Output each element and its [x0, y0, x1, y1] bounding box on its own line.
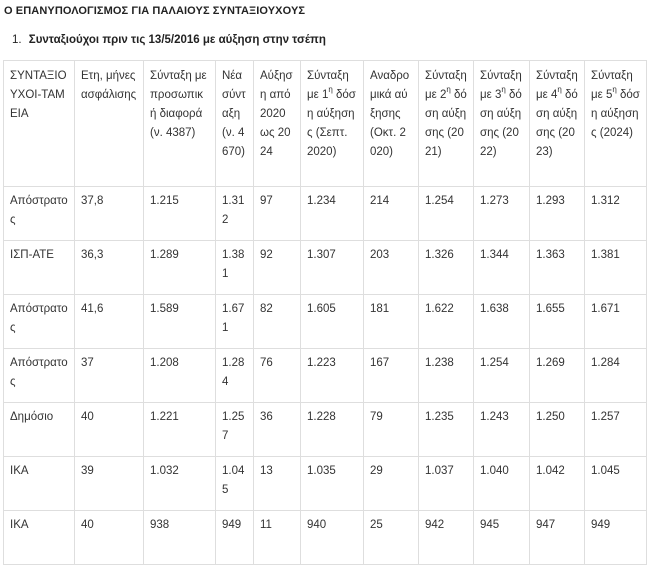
table-cell: 947	[530, 511, 585, 565]
column-header-text: Σύνταξη με 2	[425, 70, 467, 101]
table-cell: 1.326	[419, 241, 474, 295]
table-cell: 1.228	[301, 403, 364, 457]
fund-name-cell: ΙΣΠ-ΑΤΕ	[4, 241, 75, 295]
table-cell: 949	[585, 511, 647, 565]
table-cell: 1.032	[144, 457, 216, 511]
table-cell: 1.035	[301, 457, 364, 511]
table-cell: 167	[364, 349, 419, 403]
column-header-text: δόση αύξησης (Σεπτ. 2020)	[307, 89, 356, 158]
table-cell: 40	[75, 403, 144, 457]
table-cell: 203	[364, 241, 419, 295]
table-cell: 1.045	[216, 457, 254, 511]
table-cell: 181	[364, 295, 419, 349]
table-cell: 1.671	[585, 295, 647, 349]
column-header: ΣΥΝΤΑΞΙΟΥΧΟΙ-ΤΑΜΕΙΑ	[4, 61, 75, 187]
table-cell: 1.223	[301, 349, 364, 403]
column-header-text: δόση αύξησης (2021)	[425, 89, 467, 158]
table-cell: 214	[364, 187, 419, 241]
table-header-row	[4, 61, 647, 187]
table-cell: 40	[75, 511, 144, 565]
column-header	[530, 61, 585, 187]
table-cell: 1.284	[216, 349, 254, 403]
table-cell: 1.254	[474, 349, 530, 403]
table-row	[4, 295, 647, 349]
column-header	[585, 61, 647, 187]
table-cell: 36,3	[75, 241, 144, 295]
column-header-superscript: η	[557, 85, 562, 95]
page-title: Ο ΕΠΑΝΥΠΟΛΟΓΙΣΜΟΣ ΓΙΑ ΠΑΛΑΙΟΥΣ ΣΥΝΤΑΞΙΟΥΧΟΥΣ	[4, 5, 306, 17]
table-cell: 1.284	[585, 349, 647, 403]
fund-name-cell: Απόστρατος	[4, 295, 75, 349]
pension-recalculation-table	[3, 60, 647, 565]
table-cell: 1.381	[216, 241, 254, 295]
column-header-text: δόση αύξησης (2022)	[480, 89, 522, 158]
table-row	[4, 457, 647, 511]
table-row	[4, 349, 647, 403]
table-cell: 13	[254, 457, 301, 511]
column-header-text: Σύνταξη με 4	[536, 70, 578, 101]
table-cell: 82	[254, 295, 301, 349]
column-header	[419, 61, 474, 187]
table-cell: 37,8	[75, 187, 144, 241]
table-cell: 11	[254, 511, 301, 565]
table-cell: 1.208	[144, 349, 216, 403]
table-cell: 1.638	[474, 295, 530, 349]
table-cell: 1.273	[474, 187, 530, 241]
table-cell: 1.289	[144, 241, 216, 295]
column-header-superscript: η	[501, 85, 506, 95]
table-cell: 1.381	[585, 241, 647, 295]
column-header-superscript: η	[328, 85, 333, 95]
column-header: Ετη, μήνες ασφάλισης	[75, 61, 144, 187]
column-header	[301, 61, 364, 187]
column-header: Σύνταξη με προσωπική διαφορά (ν. 4387)	[144, 61, 216, 187]
table-cell: 1.312	[585, 187, 647, 241]
fund-name-cell: ΙΚΑ	[4, 511, 75, 565]
table-cell: 949	[216, 511, 254, 565]
table-cell: 37	[75, 349, 144, 403]
table-cell: 1.605	[301, 295, 364, 349]
table-cell: 39	[75, 457, 144, 511]
table-cell: 1.238	[419, 349, 474, 403]
table-row	[4, 241, 647, 295]
column-header-superscript: η	[612, 85, 617, 95]
table-cell: 1.234	[301, 187, 364, 241]
section-heading	[12, 34, 326, 46]
table-cell: 1.221	[144, 403, 216, 457]
table-cell: 940	[301, 511, 364, 565]
table-cell: 1.671	[216, 295, 254, 349]
column-header-text: Σύνταξη με 3	[480, 70, 522, 101]
column-header-text: δόση αύξησης (2024)	[591, 89, 640, 139]
table-cell: 79	[364, 403, 419, 457]
table-row	[4, 403, 647, 457]
table-cell: 1.040	[474, 457, 530, 511]
table-cell: 1.363	[530, 241, 585, 295]
fund-name-cell: ΙΚΑ	[4, 457, 75, 511]
table-cell: 41,6	[75, 295, 144, 349]
fund-name-cell: Δημόσιο	[4, 403, 75, 457]
table-row	[4, 187, 647, 241]
table-cell: 1.655	[530, 295, 585, 349]
table-cell: 1.269	[530, 349, 585, 403]
column-header: Αναδρομικά αύξησης (Οκτ. 2020)	[364, 61, 419, 187]
table-cell: 945	[474, 511, 530, 565]
column-header: Αύξηση από 2020 ως 2024	[254, 61, 301, 187]
table-cell: 36	[254, 403, 301, 457]
table-cell: 76	[254, 349, 301, 403]
table-cell: 1.589	[144, 295, 216, 349]
table-cell: 1.250	[530, 403, 585, 457]
table-cell: 938	[144, 511, 216, 565]
column-header: Νέα σύνταξη (ν. 4670)	[216, 61, 254, 187]
table-cell: 1.254	[419, 187, 474, 241]
table-cell: 92	[254, 241, 301, 295]
table-cell: 97	[254, 187, 301, 241]
table-cell: 1.293	[530, 187, 585, 241]
table-cell: 1.312	[216, 187, 254, 241]
column-header	[474, 61, 530, 187]
table-cell: 942	[419, 511, 474, 565]
table-cell: 1.037	[419, 457, 474, 511]
column-header-text: δόση αύξησης (2023)	[536, 89, 578, 158]
table-cell: 1.307	[301, 241, 364, 295]
table-cell: 1.622	[419, 295, 474, 349]
table-cell: 1.344	[474, 241, 530, 295]
section-number: 1.	[12, 34, 22, 46]
table-cell: 1.045	[585, 457, 647, 511]
table-cell: 1.235	[419, 403, 474, 457]
column-header-superscript: η	[446, 85, 451, 95]
table-body	[4, 187, 647, 565]
column-header-text: Σύνταξη με 1	[307, 70, 349, 101]
section-heading-text: Συνταξιούχοι πριν τις 13/5/2016 με αύξηση στην τσέπη	[28, 34, 326, 46]
table-cell: 29	[364, 457, 419, 511]
fund-name-cell: Απόστρατος	[4, 349, 75, 403]
table-cell: 25	[364, 511, 419, 565]
table-cell: 1.243	[474, 403, 530, 457]
column-header-text: Σύνταξη με 5	[591, 70, 633, 101]
table-cell: 1.257	[585, 403, 647, 457]
table-cell: 1.257	[216, 403, 254, 457]
table-row	[4, 511, 647, 565]
table-cell: 1.042	[530, 457, 585, 511]
table-cell: 1.215	[144, 187, 216, 241]
fund-name-cell: Απόστρατος	[4, 187, 75, 241]
